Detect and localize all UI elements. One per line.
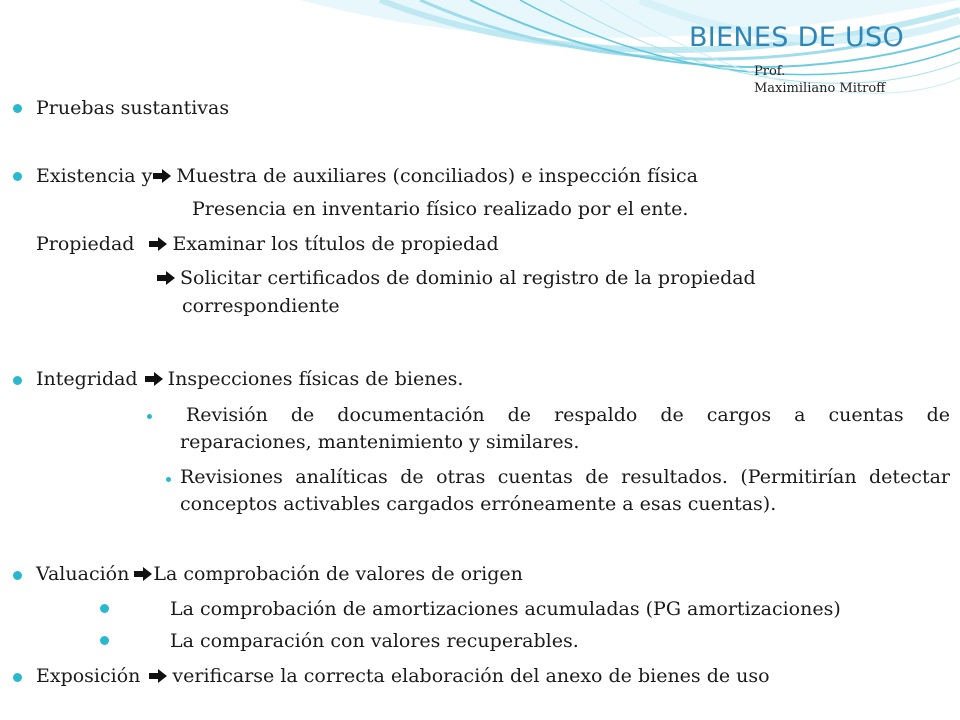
existencia-text: Muestra de auxiliares (conciliados) e inspección física (176, 165, 698, 187)
author-prefix: Prof. (754, 64, 786, 79)
right-arrow-icon (144, 371, 164, 387)
propiedad-line (36, 233, 499, 255)
exposicion-label: Exposición (36, 665, 141, 687)
right-arrow-icon (156, 270, 176, 286)
slide-title: BIENES DE USO (688, 22, 904, 53)
circle-bullet-icon (13, 172, 22, 181)
circle-bullet-icon (13, 673, 22, 682)
circle-bullet-icon (166, 477, 171, 482)
pruebas-heading: Pruebas sustantivas (36, 97, 230, 119)
circle-bullet-icon (13, 376, 22, 385)
propiedad-continuation: correspondiente (182, 295, 340, 317)
right-arrow-icon (148, 236, 168, 252)
integridad-text: Inspecciones físicas de bienes. (167, 368, 464, 390)
right-arrow-icon (152, 168, 172, 184)
valuacion-label: Valuación (36, 563, 130, 585)
circle-bullet-icon (147, 414, 152, 419)
exposicion-line (36, 665, 770, 687)
existencia-continuation: Presencia en inventario físico realizado por el ente. (192, 198, 689, 220)
propiedad-text: Examinar los títulos de propiedad (172, 233, 499, 255)
circle-bullet-icon (13, 104, 22, 113)
integridad-sub1-line2: reparaciones, mantenimiento y similares. (180, 431, 580, 453)
integridad-line (36, 368, 463, 390)
integridad-sub2-line2: conceptos activables cargados erróneamente a esas cuentas). (180, 493, 777, 515)
integridad-sub1-line1: Revisión de documentación de respaldo de cargos a cuentas de (186, 404, 950, 426)
right-arrow-icon (133, 566, 153, 582)
valuacion-line (36, 563, 523, 585)
author-name: Maximiliano Mitroff (754, 81, 886, 96)
valuacion-sub1: La comprobación de amortizaciones acumuladas (PG amortizaciones) (170, 598, 841, 620)
valuacion-text: La comprobación de valores de origen (153, 563, 523, 585)
circle-bullet-icon (100, 604, 109, 613)
valuacion-sub2: La comparación con valores recuperables. (170, 630, 579, 652)
circle-bullet-icon (100, 636, 109, 645)
existencia-label: Existencia y (36, 165, 153, 187)
integridad-sub2-line1: Revisiones analíticas de otras cuentas de resultados. (Permitirían detectar (180, 466, 950, 488)
exposicion-text: verificarse la correcta elaboración del anexo de bienes de uso (172, 665, 770, 687)
author-info (754, 63, 885, 97)
integridad-label: Integridad (36, 368, 138, 390)
circle-bullet-icon (13, 571, 22, 580)
propiedad-text-2: Solicitar certificados de dominio al registro de la propiedad (180, 267, 756, 289)
right-arrow-icon (148, 668, 168, 684)
propiedad-label: Propiedad (36, 233, 135, 255)
existencia-line (36, 165, 698, 187)
propiedad-line-2 (156, 267, 756, 289)
